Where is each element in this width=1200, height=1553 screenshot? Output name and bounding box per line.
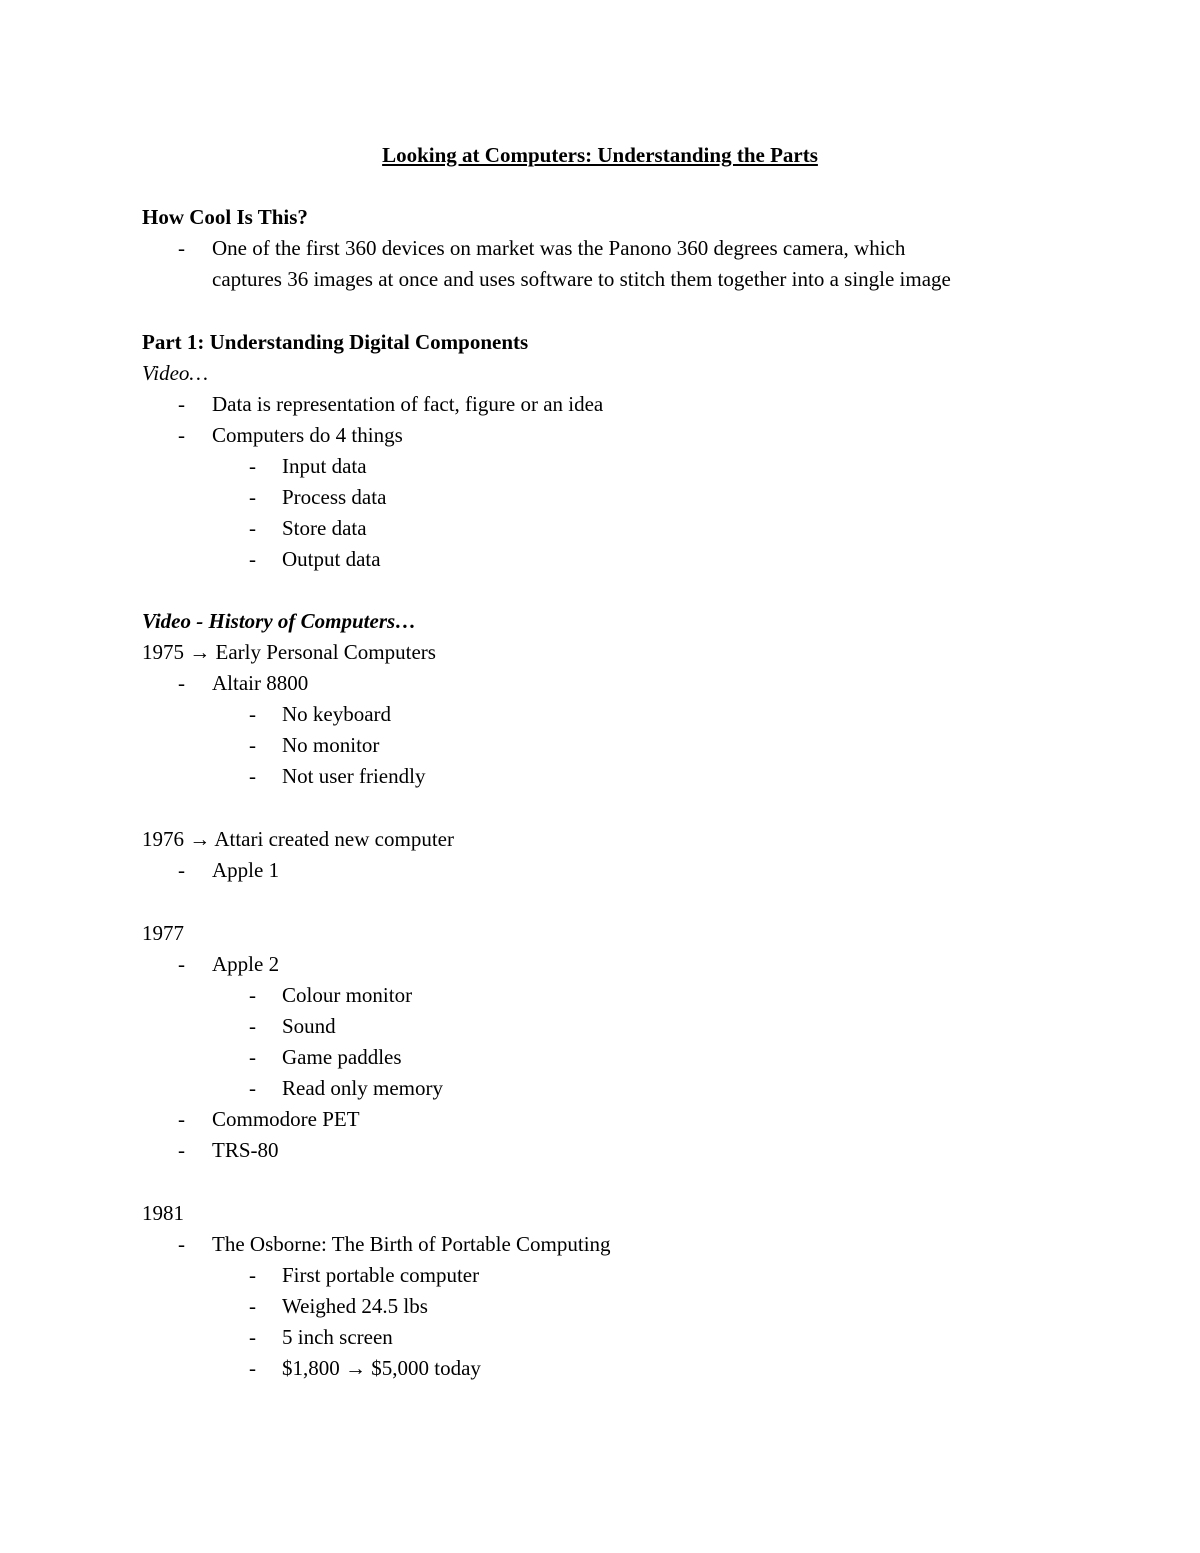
sub-list-item: Process data [282, 485, 387, 509]
bullet-dash: - [249, 485, 256, 509]
list-item: The Osborne: The Birth of Portable Computing [212, 1232, 611, 1256]
bullet-dash: - [249, 1076, 256, 1100]
bullet-dash: - [249, 1045, 256, 1069]
sub-list-item: 5 inch screen [282, 1325, 393, 1349]
bullet-dash: - [178, 392, 185, 416]
bullet-dash: - [249, 1325, 256, 1349]
bullet-dash: - [249, 1294, 256, 1318]
sub-list-item: First portable computer [282, 1263, 480, 1287]
bullet-dash: - [249, 454, 256, 478]
bullet-dash: - [249, 983, 256, 1007]
sub-list-item: Read only memory [282, 1076, 443, 1100]
year-1977-label: 1977 [142, 921, 184, 945]
sub-list-item: Weighed 24.5 lbs [282, 1294, 428, 1318]
sub-list-item: Input data [282, 454, 367, 478]
bullet-dash: - [249, 516, 256, 540]
bullet-dash: - [249, 764, 256, 788]
bullet-dash: - [249, 1014, 256, 1038]
bullet-dash: - [249, 702, 256, 726]
section-heading-cool: How Cool Is This? [142, 205, 308, 229]
list-item-continuation: captures 36 images at once and uses software to stitch them together into a single image [212, 267, 951, 291]
section-heading-part1: Part 1: Understanding Digital Components [142, 330, 529, 354]
sub-list-item: No monitor [282, 733, 380, 757]
video-label: Video… [142, 361, 209, 385]
list-item: Apple 2 [212, 952, 280, 976]
bullet-dash: - [178, 1107, 185, 1131]
sub-list-item: Colour monitor [282, 983, 413, 1007]
sub-list-item: Sound [282, 1014, 336, 1038]
bullet-dash: - [249, 547, 256, 571]
list-item: Commodore PET [212, 1107, 360, 1131]
list-item: TRS-80 [212, 1138, 279, 1162]
list-item: Data is representation of fact, figure or an idea [212, 392, 604, 416]
section-heading-history: Video - History of Computers… [142, 609, 417, 633]
year-1976-label: 1976 → Attari created new computer [142, 827, 454, 851]
sub-list-item: Store data [282, 516, 367, 540]
page-title: Looking at Computers: Understanding the Parts [382, 143, 818, 167]
sub-list-item: No keyboard [282, 702, 392, 726]
list-item: Altair 8800 [212, 671, 309, 695]
list-item: Apple 1 [212, 858, 280, 882]
bullet-dash: - [249, 1263, 256, 1287]
sub-list-item: $1,800 → $5,000 today [282, 1356, 481, 1380]
bullet-dash: - [178, 1232, 185, 1256]
bullet-dash: - [178, 236, 185, 260]
bullet-dash: - [178, 1138, 185, 1162]
list-item: One of the first 360 devices on market was the Panono 360 degrees camera, which [212, 236, 906, 260]
sub-list-item: Game paddles [282, 1045, 402, 1069]
sub-list-item: Output data [282, 547, 381, 571]
bullet-dash: - [178, 423, 185, 447]
bullet-dash: - [178, 858, 185, 882]
year-1975-label: 1975 → Early Personal Computers [142, 640, 436, 664]
list-item: Computers do 4 things [212, 423, 403, 447]
bullet-dash: - [249, 1356, 256, 1380]
year-1981-label: 1981 [142, 1201, 184, 1225]
bullet-dash: - [249, 733, 256, 757]
bullet-dash: - [178, 671, 185, 695]
bullet-dash: - [178, 952, 185, 976]
sub-list-item: Not user friendly [282, 764, 426, 788]
